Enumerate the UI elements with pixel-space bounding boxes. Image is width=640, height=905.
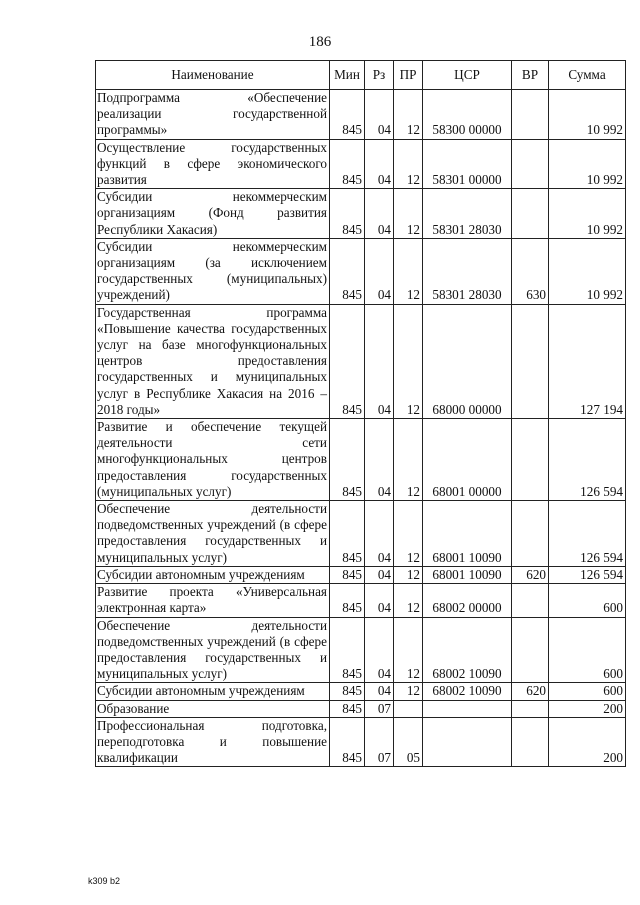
row-pr: 12 bbox=[394, 501, 423, 567]
row-min: 845 bbox=[330, 566, 365, 583]
row-name: Образование bbox=[96, 700, 330, 717]
table-row bbox=[96, 304, 626, 418]
header-vr: ВР bbox=[512, 61, 549, 90]
row-name: Субсидии некоммерческим организациям (Фонд развития Республики Хакасия) bbox=[96, 189, 330, 239]
table-row bbox=[96, 189, 626, 239]
row-min: 845 bbox=[330, 139, 365, 189]
row-vr bbox=[512, 501, 549, 567]
row-min: 845 bbox=[330, 717, 365, 767]
row-pr: 12 bbox=[394, 304, 423, 418]
row-name: Субсидии некоммерческим организациям (за исключением государственных (муниципальных) учреждений) bbox=[96, 238, 330, 304]
header-rz: Рз bbox=[365, 61, 394, 90]
row-rz: 04 bbox=[365, 139, 394, 189]
row-min: 845 bbox=[330, 189, 365, 239]
row-pr: 12 bbox=[394, 584, 423, 617]
row-rz: 07 bbox=[365, 700, 394, 717]
row-csr: 58301 00000 bbox=[423, 139, 512, 189]
row-min: 845 bbox=[330, 90, 365, 140]
row-min: 845 bbox=[330, 700, 365, 717]
row-min: 845 bbox=[330, 304, 365, 418]
row-sum: 10 992 bbox=[549, 90, 626, 140]
row-vr bbox=[512, 90, 549, 140]
row-name: Субсидии автономным учреждениям bbox=[96, 683, 330, 700]
row-rz: 04 bbox=[365, 419, 394, 501]
row-csr: 68001 00000 bbox=[423, 419, 512, 501]
row-vr bbox=[512, 617, 549, 683]
row-vr bbox=[512, 700, 549, 717]
row-rz: 04 bbox=[365, 238, 394, 304]
row-pr: 12 bbox=[394, 617, 423, 683]
row-sum: 200 bbox=[549, 717, 626, 767]
row-vr bbox=[512, 139, 549, 189]
budget-table bbox=[95, 60, 626, 767]
row-sum: 10 992 bbox=[549, 189, 626, 239]
header-sum: Сумма bbox=[549, 61, 626, 90]
row-name: Субсидии автономным учреждениям bbox=[96, 566, 330, 583]
header-name: Наименование bbox=[96, 61, 330, 90]
row-min: 845 bbox=[330, 683, 365, 700]
row-rz: 04 bbox=[365, 90, 394, 140]
row-pr: 12 bbox=[394, 566, 423, 583]
row-sum: 126 594 bbox=[549, 501, 626, 567]
row-pr: 12 bbox=[394, 683, 423, 700]
row-rz: 04 bbox=[365, 189, 394, 239]
row-sum: 126 594 bbox=[549, 566, 626, 583]
header-pr: ПР bbox=[394, 61, 423, 90]
row-sum: 126 594 bbox=[549, 419, 626, 501]
row-csr: 68001 10090 bbox=[423, 566, 512, 583]
row-sum: 600 bbox=[549, 584, 626, 617]
row-vr: 630 bbox=[512, 238, 549, 304]
page-number: 186 bbox=[308, 34, 332, 50]
row-sum: 10 992 bbox=[549, 139, 626, 189]
row-name: Обеспечение деятельности подведомственных учреждений (в сфере предоставления государственных и муниципальных услуг) bbox=[96, 617, 330, 683]
table-row bbox=[96, 90, 626, 140]
row-csr bbox=[423, 717, 512, 767]
row-csr: 68002 00000 bbox=[423, 584, 512, 617]
row-vr bbox=[512, 419, 549, 501]
table-row bbox=[96, 419, 626, 501]
row-csr: 68002 10090 bbox=[423, 683, 512, 700]
row-pr bbox=[394, 700, 423, 717]
row-vr bbox=[512, 189, 549, 239]
row-name: Государственная программа «Повышение качества государственных услуг на базе многофункциональных центров предоставления государственных и муниципальных услуг в Республике Хакасия на 2016 – 2018 годы» bbox=[96, 304, 330, 418]
row-pr: 12 bbox=[394, 189, 423, 239]
row-min: 845 bbox=[330, 238, 365, 304]
table-row bbox=[96, 700, 626, 717]
row-vr: 620 bbox=[512, 566, 549, 583]
row-sum: 600 bbox=[549, 683, 626, 700]
row-name: Осуществление государственных функций в сфере экономического развития bbox=[96, 139, 330, 189]
row-name: Обеспечение деятельности подведомственных учреждений (в сфере предоставления государственных и муниципальных услуг) bbox=[96, 501, 330, 567]
row-vr bbox=[512, 717, 549, 767]
row-pr: 05 bbox=[394, 717, 423, 767]
row-min: 845 bbox=[330, 419, 365, 501]
row-pr: 12 bbox=[394, 139, 423, 189]
row-pr: 12 bbox=[394, 238, 423, 304]
table-row bbox=[96, 238, 626, 304]
header-min: Мин bbox=[330, 61, 365, 90]
row-csr: 68001 10090 bbox=[423, 501, 512, 567]
row-csr: 68002 10090 bbox=[423, 617, 512, 683]
row-name: Развитие и обеспечение текущей деятельности сети многофункциональных центров предоставления государственных (муниципальных услуг) bbox=[96, 419, 330, 501]
row-min: 845 bbox=[330, 501, 365, 567]
table-row bbox=[96, 683, 626, 700]
row-csr: 58301 28030 bbox=[423, 189, 512, 239]
row-vr: 620 bbox=[512, 683, 549, 700]
row-rz: 04 bbox=[365, 584, 394, 617]
row-rz: 07 bbox=[365, 717, 394, 767]
row-sum: 600 bbox=[549, 617, 626, 683]
table-row bbox=[96, 139, 626, 189]
row-rz: 04 bbox=[365, 617, 394, 683]
row-rz: 04 bbox=[365, 501, 394, 567]
footer-code: k309 b2 bbox=[88, 876, 121, 886]
row-rz: 04 bbox=[365, 683, 394, 700]
table-body bbox=[96, 90, 626, 767]
row-sum: 200 bbox=[549, 700, 626, 717]
row-csr: 68000 00000 bbox=[423, 304, 512, 418]
row-csr: 58300 00000 bbox=[423, 90, 512, 140]
row-vr bbox=[512, 584, 549, 617]
row-pr: 12 bbox=[394, 90, 423, 140]
row-pr: 12 bbox=[394, 419, 423, 501]
table-row bbox=[96, 584, 626, 617]
row-rz: 04 bbox=[365, 566, 394, 583]
table-row bbox=[96, 617, 626, 683]
row-vr bbox=[512, 304, 549, 418]
row-csr bbox=[423, 700, 512, 717]
row-min: 845 bbox=[330, 617, 365, 683]
row-name: Профессиональная подготовка, переподготовка и повышение квалификации bbox=[96, 717, 330, 767]
row-csr: 58301 28030 bbox=[423, 238, 512, 304]
header-csr: ЦСР bbox=[423, 61, 512, 90]
row-name: Подпрограмма «Обеспечение реализации государственной программы» bbox=[96, 90, 330, 140]
table-row bbox=[96, 501, 626, 567]
row-sum: 127 194 bbox=[549, 304, 626, 418]
header-row bbox=[96, 61, 626, 90]
table-row bbox=[96, 717, 626, 767]
row-name: Развитие проекта «Универсальная электронная карта» bbox=[96, 584, 330, 617]
table-row bbox=[96, 566, 626, 583]
row-rz: 04 bbox=[365, 304, 394, 418]
row-sum: 10 992 bbox=[549, 238, 626, 304]
row-min: 845 bbox=[330, 584, 365, 617]
